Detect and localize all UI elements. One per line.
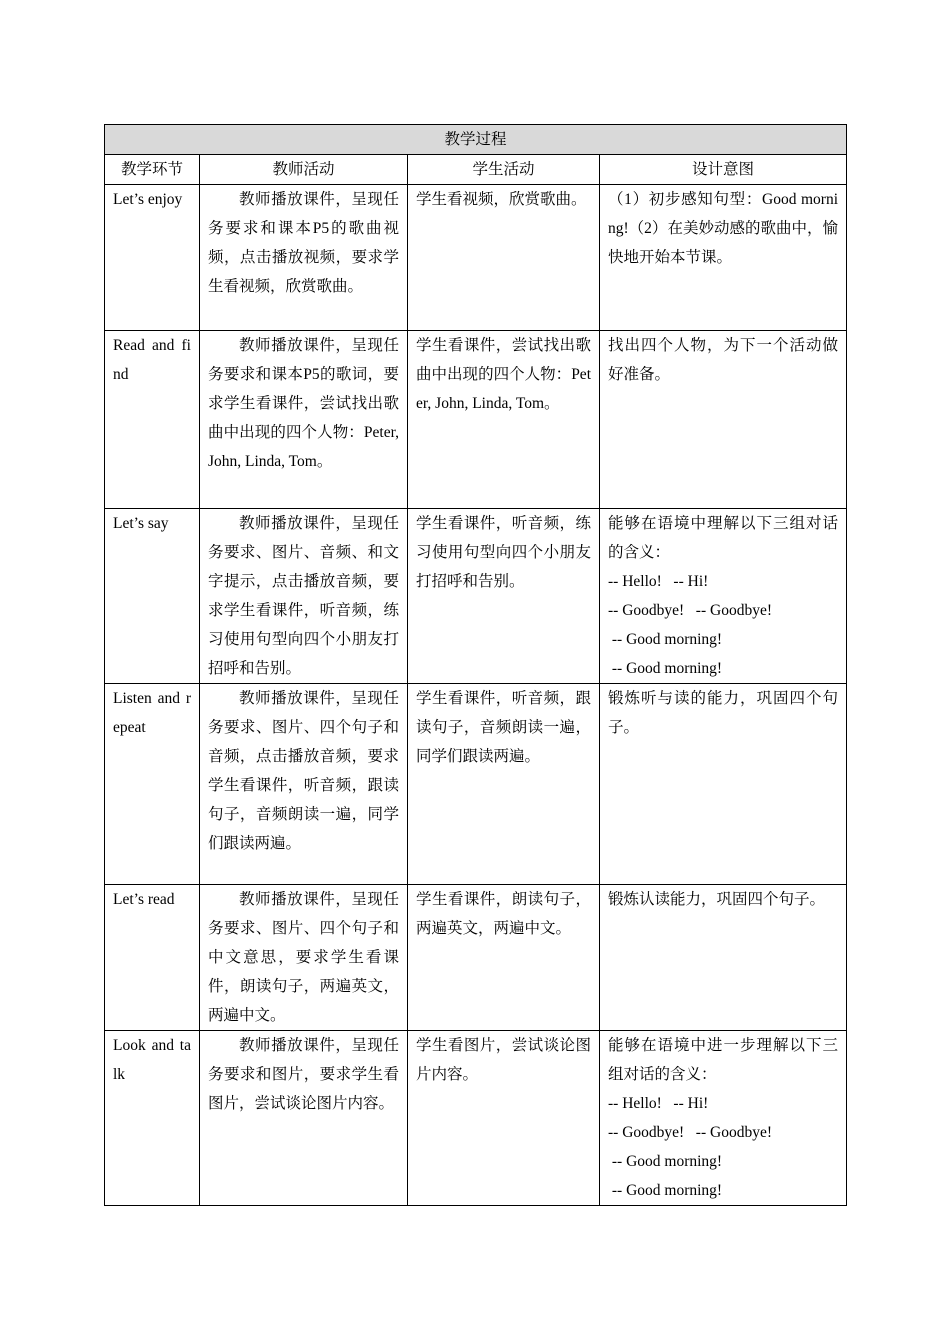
- student-activity-cell: 学生看课件，听音频，练习使用句型向四个小朋友打招呼和告别。: [408, 509, 600, 684]
- purpose-line: -- Good morning!: [608, 1153, 723, 1170]
- table-row: [105, 185, 847, 331]
- design-purpose-cell: [600, 1031, 847, 1206]
- purpose-line: 锻炼认读能力，巩固四个句子。: [608, 891, 826, 908]
- teacher-activity-cell: 教师播放课件，呈现任务要求和课本P5的歌曲视频，点击播放视频，要求学生看视频，欣赏歌曲。: [200, 185, 408, 331]
- teaching-process-table: [104, 124, 847, 1206]
- student-activity-cell: 学生看课件，听音频，跟读句子，音频朗读一遍，同学们跟读两遍。: [408, 684, 600, 885]
- stage-cell: Listen and repeat: [105, 684, 200, 885]
- purpose-line: 找出四个人物，为下一个活动做好准备。: [608, 337, 839, 383]
- purpose-line: （1）初步感知句型：Good morning!（2）在美妙动感的歌曲中，愉快地开始本节课。: [608, 191, 839, 266]
- header-student-activity: 学生活动: [408, 155, 600, 185]
- student-activity-cell: 学生看课件，朗读句子，两遍英文，两遍中文。: [408, 885, 600, 1031]
- teacher-activity-cell: 教师播放课件，呈现任务要求、图片、音频、和文字提示，点击播放音频，要求学生看课件，听音频，练习使用句型向四个小朋友打招呼和告别。: [200, 509, 408, 684]
- table-row: [105, 1031, 847, 1206]
- teacher-activity-cell: 教师播放课件，呈现任务要求和课本P5的歌词，要求学生看课件，尝试找出歌曲中出现的四个人物：Peter, John, Linda, Tom。: [200, 331, 408, 509]
- design-purpose-cell: [600, 885, 847, 1031]
- purpose-line: 锻炼听与读的能力，巩固四个句子。: [608, 690, 839, 736]
- design-purpose-cell: [600, 509, 847, 684]
- table-row: [105, 331, 847, 509]
- student-activity-cell: 学生看视频，欣赏歌曲。: [408, 185, 600, 331]
- header-teacher-activity: 教师活动: [200, 155, 408, 185]
- stage-cell: Look and talk: [105, 1031, 200, 1206]
- table-row: [105, 885, 847, 1031]
- purpose-line: -- Good morning!: [608, 660, 723, 677]
- stage-cell: Let’s say: [105, 509, 200, 684]
- stage-cell: Let’s enjoy: [105, 185, 200, 331]
- teacher-activity-cell: 教师播放课件，呈现任务要求、图片、四个句子和中文意思，要求学生看课件，朗读句子，两遍英文，两遍中文。: [200, 885, 408, 1031]
- design-purpose-cell: [600, 185, 847, 331]
- table-title-row: [105, 125, 847, 155]
- design-purpose-cell: [600, 331, 847, 509]
- purpose-line: -- Goodbye! -- Goodbye!: [608, 1124, 772, 1141]
- purpose-line: -- Goodbye! -- Goodbye!: [608, 602, 772, 619]
- design-purpose-cell: [600, 684, 847, 885]
- teacher-activity-cell: 教师播放课件，呈现任务要求、图片、四个句子和音频，点击播放音频，要求学生看课件，听音频，跟读句子，音频朗读一遍，同学们跟读两遍。: [200, 684, 408, 885]
- student-activity-cell: 学生看课件，尝试找出歌曲中出现的四个人物：Peter, John, Linda, Tom。: [408, 331, 600, 509]
- purpose-line: -- Good morning!: [608, 631, 723, 648]
- purpose-line: -- Hello! -- Hi!: [608, 1095, 709, 1112]
- header-stage: 教学环节: [105, 155, 200, 185]
- table-header-row: [105, 155, 847, 185]
- purpose-line: 能够在语境中理解以下三组对话的含义：: [608, 515, 839, 561]
- stage-cell: Read and find: [105, 331, 200, 509]
- table-row: [105, 684, 847, 885]
- stage-cell: Let’s read: [105, 885, 200, 1031]
- teacher-activity-cell: 教师播放课件，呈现任务要求和图片，要求学生看图片，尝试谈论图片内容。: [200, 1031, 408, 1206]
- purpose-line: -- Good morning!: [608, 1182, 723, 1199]
- header-design-purpose: 设计意图: [600, 155, 847, 185]
- purpose-line: -- Hello! -- Hi!: [608, 573, 709, 590]
- table-row: [105, 509, 847, 684]
- table-title: 教学过程: [105, 125, 847, 155]
- purpose-line: 能够在语境中进一步理解以下三组对话的含义：: [608, 1037, 839, 1083]
- student-activity-cell: 学生看图片，尝试谈论图片内容。: [408, 1031, 600, 1206]
